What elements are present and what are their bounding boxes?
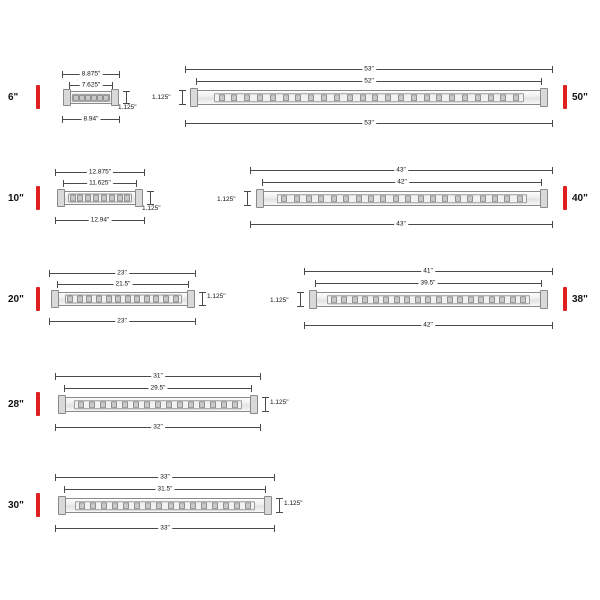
led	[106, 296, 112, 302]
mount-bracket-left	[63, 89, 71, 106]
dim-line-top-10in	[55, 168, 145, 176]
led	[210, 401, 216, 408]
dim-line-top-6in	[62, 70, 120, 78]
led	[134, 502, 140, 509]
led	[475, 94, 481, 101]
led	[96, 296, 102, 302]
accent-bar-40in	[563, 186, 567, 210]
accent-bar-50in	[563, 85, 567, 109]
light-bar-6in	[69, 91, 113, 104]
led	[97, 95, 103, 101]
dim-label-bar-10in: 11.625"	[89, 179, 111, 187]
height-label-40in: 1.125"	[217, 196, 236, 203]
led	[257, 94, 263, 101]
led	[394, 296, 400, 303]
led	[455, 195, 461, 202]
dim-label-top-6in: 8.875"	[81, 70, 101, 78]
led	[221, 401, 227, 408]
led	[362, 296, 368, 303]
led	[101, 195, 107, 201]
height-dim-6in	[126, 91, 127, 104]
led	[499, 296, 505, 303]
led	[331, 195, 337, 202]
mount-bracket-left	[57, 189, 65, 207]
light-bar-40in	[262, 191, 542, 206]
dim-line-top-38in	[304, 267, 553, 275]
led	[124, 195, 130, 201]
led	[155, 401, 161, 408]
led	[449, 94, 455, 101]
led	[500, 94, 506, 101]
led-housing	[72, 93, 110, 101]
led	[343, 195, 349, 202]
dim-label-top-28in: 31"	[153, 372, 163, 380]
led	[199, 401, 205, 408]
mount-bracket-right	[187, 290, 195, 308]
led	[144, 401, 150, 408]
led	[513, 94, 519, 101]
dim-label-bar-38in: 39.5"	[420, 279, 436, 287]
led-array-40in	[278, 195, 526, 203]
dim-line-bottom-28in	[55, 423, 261, 431]
led	[308, 94, 314, 101]
dim-label-top-20in: 23"	[117, 269, 127, 277]
led	[504, 195, 510, 202]
mount-bracket-right	[540, 88, 548, 107]
led	[190, 502, 196, 509]
led	[153, 296, 159, 302]
dim-line-top-50in	[185, 65, 553, 73]
led-housing	[214, 93, 524, 103]
led	[457, 296, 463, 303]
led	[468, 296, 474, 303]
led	[122, 401, 128, 408]
height-dim-50in	[182, 90, 183, 105]
led	[462, 94, 468, 101]
size-label-10in: 10"	[8, 193, 24, 204]
led-array-10in	[69, 195, 132, 202]
dim-line-bottom-6in	[62, 115, 120, 123]
led	[77, 296, 83, 302]
led	[177, 401, 183, 408]
dim-label-bottom-20in: 23"	[117, 317, 127, 325]
led-array-50in	[215, 94, 523, 102]
dim-line-bar-40in	[262, 178, 542, 186]
led	[373, 296, 379, 303]
led	[133, 401, 139, 408]
led	[144, 296, 150, 302]
led	[115, 296, 121, 302]
size-label-38in: 38"	[572, 294, 588, 305]
led	[283, 94, 289, 101]
led-housing	[277, 194, 527, 204]
led	[117, 195, 123, 201]
dim-line-top-30in	[55, 473, 275, 481]
height-dim-28in	[265, 397, 266, 412]
led	[517, 195, 523, 202]
height-dim-40in	[247, 191, 248, 206]
dim-label-top-50in: 53"	[364, 65, 374, 73]
dim-line-top-20in	[49, 269, 196, 277]
led	[100, 401, 106, 408]
led	[223, 502, 229, 509]
led	[91, 95, 97, 101]
height-label-6in: 1.125"	[118, 104, 137, 111]
led	[112, 502, 118, 509]
accent-bar-28in	[36, 392, 40, 416]
dim-label-bar-40in: 42"	[397, 178, 407, 186]
mount-bracket-right	[250, 395, 258, 414]
led-housing	[65, 295, 182, 304]
led	[424, 94, 430, 101]
size-label-40in: 40"	[572, 193, 588, 204]
led	[492, 195, 498, 202]
led	[334, 94, 340, 101]
led-array-20in	[66, 296, 181, 303]
led	[85, 195, 91, 201]
led	[415, 296, 421, 303]
led	[341, 296, 347, 303]
led-housing	[68, 194, 133, 203]
size-label-50in: 50"	[572, 92, 588, 103]
dim-line-bottom-10in	[55, 216, 145, 224]
height-dim-10in	[150, 191, 151, 205]
led	[70, 195, 76, 201]
dim-label-top-10in: 12.875"	[88, 168, 112, 176]
light-bar-38in	[315, 292, 542, 307]
led	[306, 195, 312, 202]
height-dim-20in	[202, 292, 203, 306]
dim-line-bar-50in	[196, 77, 542, 85]
dim-line-bar-6in	[69, 81, 113, 89]
size-label-28in: 28"	[8, 399, 24, 410]
led-housing	[327, 295, 530, 305]
led	[134, 296, 140, 302]
led	[352, 296, 358, 303]
dim-label-bar-6in: 7.625"	[81, 81, 101, 89]
dim-line-top-28in	[55, 372, 261, 380]
led	[93, 195, 99, 201]
dim-label-bottom-30in: 33"	[160, 524, 170, 532]
light-bar-28in	[64, 397, 252, 412]
light-bar-10in	[63, 191, 137, 205]
dim-line-bottom-40in	[250, 220, 553, 228]
led	[168, 502, 174, 509]
led	[411, 94, 417, 101]
dim-line-bar-28in	[64, 384, 252, 392]
led	[111, 401, 117, 408]
led	[436, 296, 442, 303]
led	[270, 94, 276, 101]
dim-label-bar-50in: 52"	[364, 77, 374, 85]
led	[442, 195, 448, 202]
led	[430, 195, 436, 202]
dim-line-bottom-30in	[55, 524, 275, 532]
led	[156, 502, 162, 509]
size-label-30in: 30"	[8, 500, 24, 511]
dim-label-top-30in: 33"	[160, 473, 170, 481]
led-array-30in	[76, 502, 254, 510]
led	[212, 502, 218, 509]
mount-bracket-left	[190, 88, 198, 107]
height-label-10in: 1.125"	[142, 205, 161, 212]
led	[360, 94, 366, 101]
accent-bar-38in	[563, 287, 567, 311]
led	[385, 94, 391, 101]
dim-label-top-40in: 43"	[396, 166, 406, 174]
led	[77, 195, 83, 201]
led	[404, 296, 410, 303]
led	[145, 502, 151, 509]
led	[380, 195, 386, 202]
led	[89, 401, 95, 408]
mount-bracket-right	[540, 290, 548, 309]
dim-label-bottom-38in: 42"	[423, 321, 433, 329]
mount-bracket-left	[309, 290, 317, 309]
mount-bracket-left	[256, 189, 264, 208]
dim-label-bar-30in: 31.5"	[157, 485, 173, 493]
led	[188, 401, 194, 408]
led-array-6in	[73, 94, 109, 100]
led	[78, 401, 84, 408]
dim-line-bar-38in	[315, 279, 542, 287]
led	[125, 296, 131, 302]
led-array-38in	[328, 296, 529, 304]
led	[356, 195, 362, 202]
led	[234, 502, 240, 509]
led	[405, 195, 411, 202]
led	[418, 195, 424, 202]
size-label-20in: 20"	[8, 294, 24, 305]
led	[520, 296, 526, 303]
accent-bar-10in	[36, 186, 40, 210]
accent-bar-20in	[36, 287, 40, 311]
mount-bracket-right	[540, 189, 548, 208]
led	[90, 502, 96, 509]
size-label-6in: 6"	[8, 92, 19, 103]
dim-label-bottom-40in: 43"	[396, 220, 406, 228]
led	[173, 296, 179, 302]
led-array-28in	[75, 401, 240, 409]
dim-label-bottom-28in: 32"	[153, 423, 163, 431]
led	[436, 94, 442, 101]
led	[244, 94, 250, 101]
led	[294, 195, 300, 202]
led	[79, 502, 85, 509]
height-label-28in: 1.125"	[270, 399, 289, 406]
led	[347, 94, 353, 101]
dim-line-bottom-50in	[185, 119, 553, 127]
dim-label-top-38in: 41"	[423, 267, 433, 275]
led	[245, 502, 251, 509]
led	[510, 296, 516, 303]
led	[109, 195, 115, 201]
dim-line-bottom-38in	[304, 321, 553, 329]
led	[368, 195, 374, 202]
height-label-50in: 1.125"	[152, 94, 171, 101]
height-label-20in: 1.125"	[207, 293, 226, 300]
mount-bracket-left	[58, 395, 66, 414]
led	[488, 94, 494, 101]
led	[295, 94, 301, 101]
dim-line-bar-20in	[57, 280, 189, 288]
light-bar-20in	[57, 292, 189, 306]
led	[281, 195, 287, 202]
led	[101, 502, 107, 509]
mount-bracket-left	[58, 496, 66, 515]
led-housing	[75, 501, 255, 511]
led	[67, 296, 73, 302]
led	[425, 296, 431, 303]
accent-bar-30in	[36, 493, 40, 517]
led	[480, 195, 486, 202]
led-housing	[74, 400, 241, 410]
led	[318, 195, 324, 202]
accent-bar-6in	[36, 85, 40, 109]
led	[166, 401, 172, 408]
dim-line-top-40in	[250, 166, 553, 174]
led	[467, 195, 473, 202]
mount-bracket-left	[51, 290, 59, 308]
dim-label-bottom-50in: 53"	[364, 119, 374, 127]
led	[383, 296, 389, 303]
led	[103, 95, 109, 101]
led	[478, 296, 484, 303]
led	[331, 296, 337, 303]
led	[201, 502, 207, 509]
dim-line-bar-10in	[63, 179, 137, 187]
dim-label-bottom-10in: 12.94"	[90, 216, 110, 224]
dim-line-bottom-20in	[49, 317, 196, 325]
led	[163, 296, 169, 302]
led	[232, 401, 238, 408]
light-bar-30in	[64, 498, 266, 513]
height-dim-30in	[279, 498, 280, 513]
led	[219, 94, 225, 101]
height-label-30in: 1.125"	[284, 500, 303, 507]
led	[398, 94, 404, 101]
dim-label-bar-28in: 29.5"	[150, 384, 166, 392]
mount-bracket-right	[264, 496, 272, 515]
led	[231, 94, 237, 101]
height-label-38in: 1.125"	[270, 297, 289, 304]
led	[123, 502, 129, 509]
dim-label-bar-20in: 21.5"	[115, 280, 131, 288]
led	[86, 296, 92, 302]
led	[393, 195, 399, 202]
height-dim-38in	[300, 292, 301, 307]
dim-label-bottom-6in: 8.94"	[83, 115, 99, 123]
led	[179, 502, 185, 509]
led	[321, 94, 327, 101]
dim-line-bar-30in	[64, 485, 266, 493]
light-bar-50in	[196, 90, 542, 105]
led	[489, 296, 495, 303]
led	[372, 94, 378, 101]
led	[447, 296, 453, 303]
